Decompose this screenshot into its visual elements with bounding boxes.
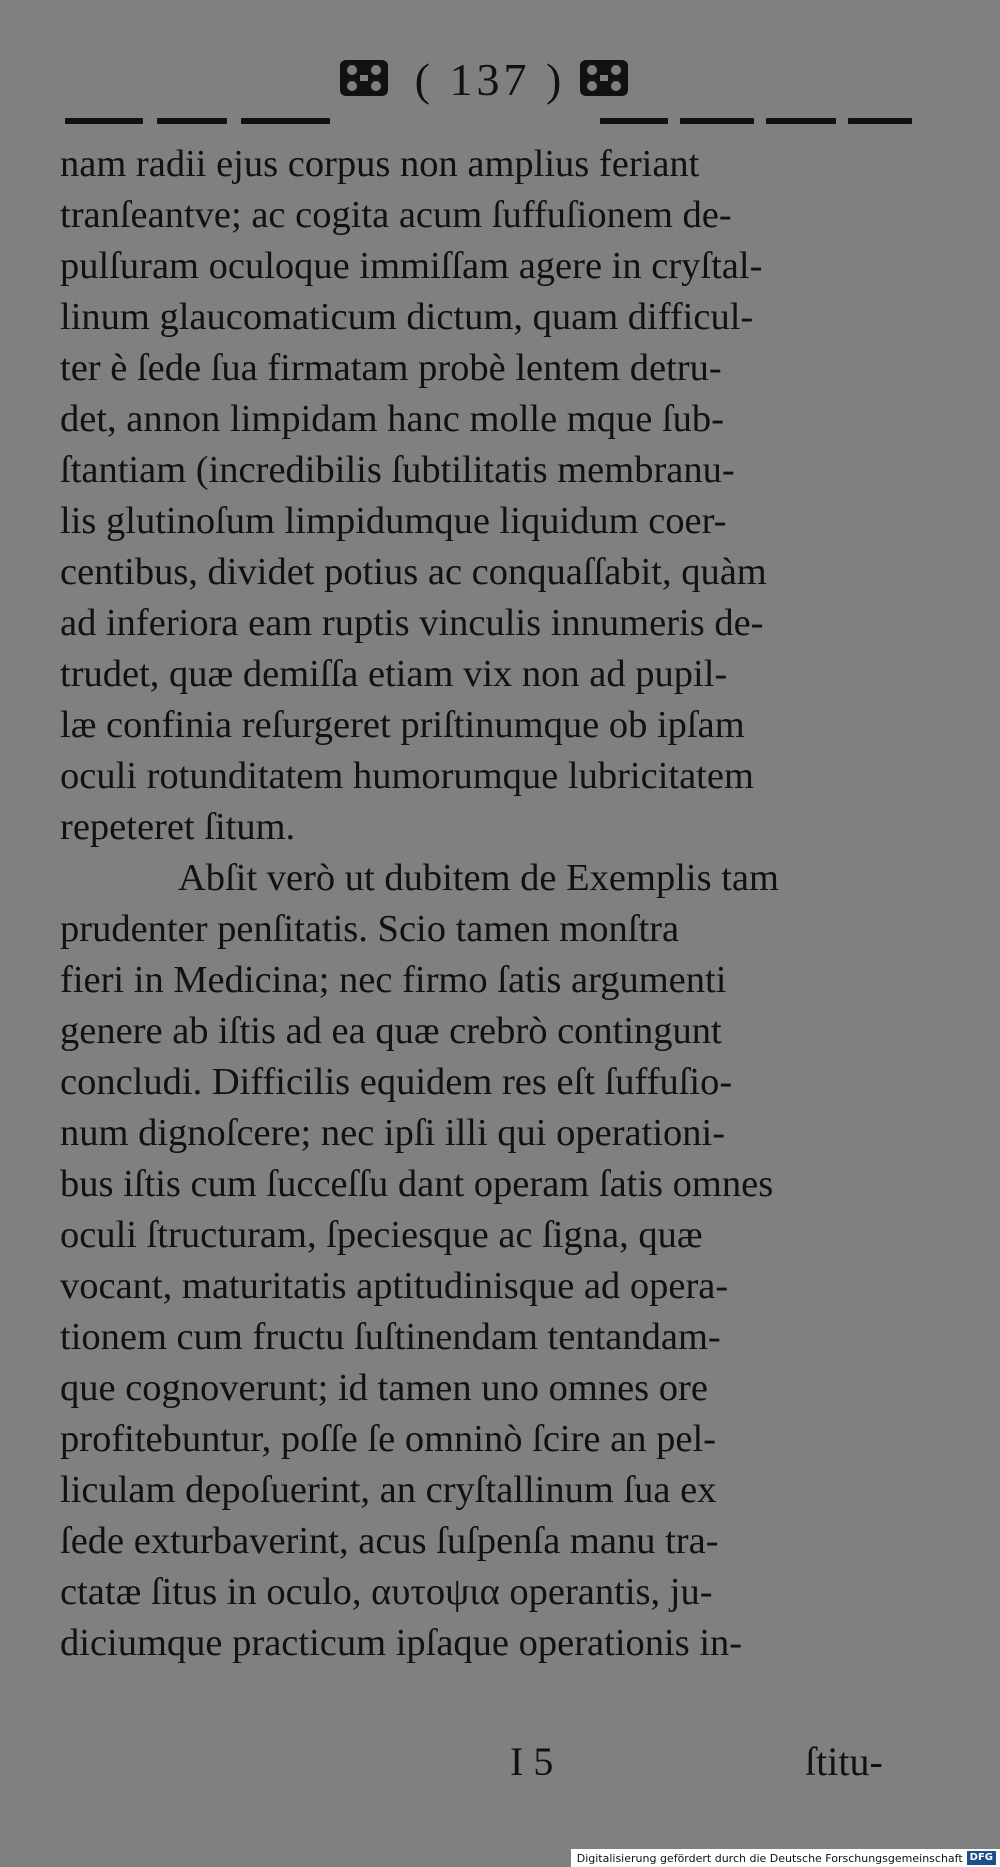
text-line: fieri in Medicina; nec firmo ſatis argumenti (60, 959, 727, 1001)
text-line: centibus, dividet potius ac conquaſſabit, quàm (60, 551, 767, 593)
text-line: concludi. Difficilis equidem res eſt ſuffuſio- (60, 1061, 733, 1103)
text-line: genere ab iſtis ad ea quæ crebrò contingunt (60, 1010, 722, 1052)
text-line: profitebuntur, poſſe ſe omninò ſcire an pel- (60, 1418, 716, 1460)
page-header (0, 52, 1000, 112)
text-line: prudenter penſitatis. Scio tamen monſtra (60, 908, 680, 950)
signature-mark: I 5 (510, 1739, 554, 1784)
text-line: ſtantiam (incredibilis ſubtilitatis membranu- (60, 449, 735, 491)
text-line: læ confinia reſurgeret priſtinumque ob ipſam (60, 704, 745, 746)
digitization-credit (571, 1849, 1000, 1867)
text-line: que cognoverunt; id tamen uno omnes ore (60, 1367, 708, 1409)
text-line: diciumque practicum ipſaque operationis in- (60, 1622, 743, 1664)
text-line: Abſit verò ut dubitem de Exemplis tam (178, 857, 779, 899)
text-line: nam radii ejus corpus non amplius feriant (60, 143, 700, 185)
catchword: ſtitu- (805, 1739, 883, 1784)
text-line: pulſuram oculoque immiſſam agere in cryſtal- (60, 245, 763, 287)
left-ornament-icon (338, 56, 390, 100)
text-line: vocant, maturitatis aptitudinisque ad opera- (60, 1265, 729, 1307)
text-line: repeteret ſitum. (60, 806, 296, 848)
text-line: lis glutinoſum limpidumque liquidum coer- (60, 500, 727, 542)
text-line: liculam depoſuerint, an cryſtallinum ſua ex (60, 1469, 717, 1511)
text-line: oculi rotunditatem humorumque lubricitatem (60, 755, 754, 797)
right-ornament-icon (578, 56, 630, 100)
text-line: linum glaucomaticum dictum, quam difficul- (60, 296, 754, 338)
dfg-logo: DFG (967, 1851, 996, 1865)
header-rule-left (65, 118, 330, 126)
text-line: ad inferiora eam ruptis vinculis innumeris de- (60, 602, 764, 644)
text-line: det, annon limpidam hanc molle mque ſub- (60, 398, 724, 440)
text-line: tranſeantve; ac cogita acum ſuffuſionem de- (60, 194, 732, 236)
credit-text: Digitalisierung gefördert durch die Deutsche Forschungsgemeinschaft (576, 1851, 963, 1865)
text-line: tionem cum fructu ſuſtinendam tentandam- (60, 1316, 721, 1358)
text-line: trudet, quæ demiſſa etiam vix non ad pupil- (60, 653, 728, 695)
header-rule-right (600, 118, 912, 126)
text-line: bus iſtis cum ſucceſſu dant operam ſatis omnes (60, 1163, 774, 1205)
page-number: ( 137 ) (414, 54, 566, 105)
text-line: num dignoſcere; nec ipſi illi qui operationi- (60, 1112, 726, 1154)
text-line: ſede exturbaverint, acus ſuſpenſa manu tra- (60, 1520, 719, 1562)
text-line: oculi ſtructuram, ſpeciesque ac ſigna, quæ (60, 1214, 703, 1256)
text-line: ter è ſede ſua firmatam probè lentem detru- (60, 347, 722, 389)
text-line: ctatæ ſitus in oculo, αυτοψια operantis, ju- (60, 1571, 713, 1613)
